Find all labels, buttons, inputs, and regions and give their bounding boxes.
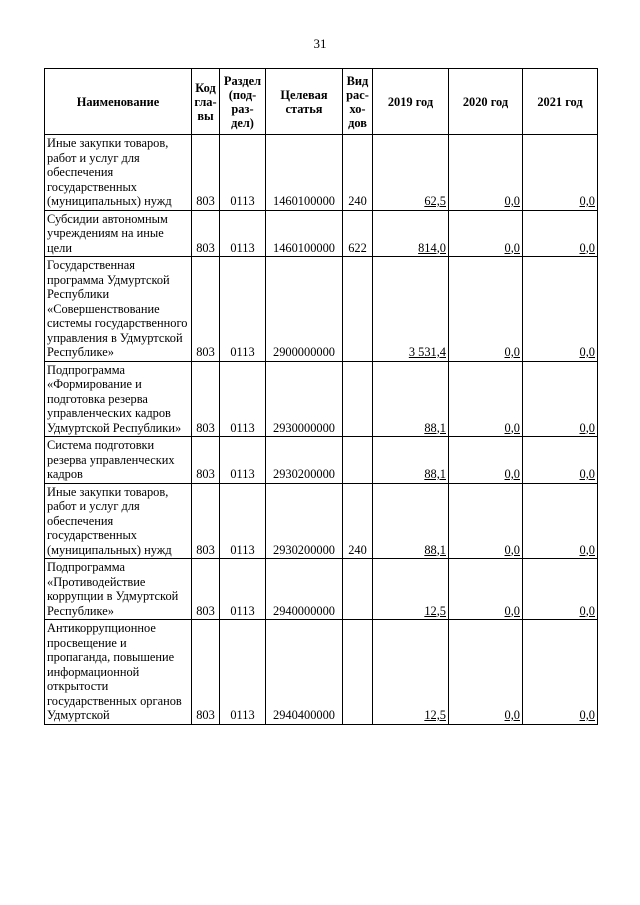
row-2019: 12,5 [373, 620, 449, 725]
row-2021: 0,0 [523, 437, 598, 484]
table-header-row [45, 69, 598, 135]
row-2019: 12,5 [373, 559, 449, 620]
row-2019: 62,5 [373, 135, 449, 211]
table-row [45, 559, 598, 620]
row-name: Субсидии автономным учреждениям на иные цели [45, 210, 192, 257]
row-vid [343, 620, 373, 725]
row-razdel: 0113 [220, 361, 266, 437]
header-2019: 2019 год [373, 69, 449, 135]
row-2019: 3 531,4 [373, 257, 449, 362]
row-glava: 803 [192, 210, 220, 257]
row-razdel: 0113 [220, 210, 266, 257]
page-number: 31 [313, 36, 327, 51]
row-razdel: 0113 [220, 437, 266, 484]
header-name: Наименование [45, 69, 192, 135]
row-glava: 803 [192, 437, 220, 484]
row-name: Иные закупки товаров, работ и услуг для обеспечения государственных (муниципальных) нужд [45, 483, 192, 559]
header-glava: Код гла-вы [192, 69, 220, 135]
row-razdel: 0113 [220, 257, 266, 362]
row-2020: 0,0 [449, 559, 523, 620]
row-2021: 0,0 [523, 559, 598, 620]
row-2021: 0,0 [523, 135, 598, 211]
row-2021: 0,0 [523, 483, 598, 559]
row-vid [343, 437, 373, 484]
budget-table [44, 68, 598, 725]
row-statya: 1460100000 [266, 210, 343, 257]
row-2021: 0,0 [523, 361, 598, 437]
row-2020: 0,0 [449, 210, 523, 257]
row-name: Иные закупки товаров, работ и услуг для обеспечения государственных (муниципальных) нужд [45, 135, 192, 211]
row-statya: 2940400000 [266, 620, 343, 725]
row-statya: 1460100000 [266, 135, 343, 211]
row-2019: 88,1 [373, 437, 449, 484]
row-2021: 0,0 [523, 210, 598, 257]
row-name: Подпрограмма «Противодействие коррупции в Удмуртской Республике» [45, 559, 192, 620]
header-statya: Целевая статья [266, 69, 343, 135]
row-statya: 2930000000 [266, 361, 343, 437]
row-statya: 2930200000 [266, 483, 343, 559]
row-name: Государственная программа Удмуртской Республики «Совершенствование системы государственного управления в Удмуртской Республике» [45, 257, 192, 362]
row-2019: 88,1 [373, 361, 449, 437]
row-glava: 803 [192, 559, 220, 620]
row-name: Система подготовки резерва управленческих кадров [45, 437, 192, 484]
row-razdel: 0113 [220, 483, 266, 559]
row-2020: 0,0 [449, 361, 523, 437]
row-glava: 803 [192, 257, 220, 362]
row-2020: 0,0 [449, 135, 523, 211]
row-vid [343, 257, 373, 362]
row-statya: 2900000000 [266, 257, 343, 362]
row-2020: 0,0 [449, 483, 523, 559]
header-2020: 2020 год [449, 69, 523, 135]
table-row [45, 483, 598, 559]
row-vid [343, 559, 373, 620]
table-row [45, 257, 598, 362]
row-2019: 88,1 [373, 483, 449, 559]
row-vid: 622 [343, 210, 373, 257]
row-vid: 240 [343, 135, 373, 211]
row-name: Подпрограмма «Формирование и подготовка резерва управленческих кадров Удмуртской Республики» [45, 361, 192, 437]
row-vid: 240 [343, 483, 373, 559]
row-2021: 0,0 [523, 257, 598, 362]
header-2021: 2021 год [523, 69, 598, 135]
row-2020: 0,0 [449, 437, 523, 484]
header-razdel: Раздел (под-раз-дел) [220, 69, 266, 135]
row-glava: 803 [192, 135, 220, 211]
row-2020: 0,0 [449, 257, 523, 362]
row-razdel: 0113 [220, 620, 266, 725]
row-glava: 803 [192, 483, 220, 559]
row-2019: 814,0 [373, 210, 449, 257]
row-2021: 0,0 [523, 620, 598, 725]
row-razdel: 0113 [220, 559, 266, 620]
row-statya: 2930200000 [266, 437, 343, 484]
row-name: Антикоррупционное просвещение и пропаганда, повышение информационной открытости государственных органов Удмуртской [45, 620, 192, 725]
row-glava: 803 [192, 620, 220, 725]
row-razdel: 0113 [220, 135, 266, 211]
row-vid [343, 361, 373, 437]
table-row [45, 361, 598, 437]
table-row [45, 620, 598, 725]
header-vid: Вид рас-хо-дов [343, 69, 373, 135]
table-row [45, 135, 598, 211]
row-glava: 803 [192, 361, 220, 437]
row-2020: 0,0 [449, 620, 523, 725]
table-row [45, 437, 598, 484]
table-row [45, 210, 598, 257]
row-statya: 2940000000 [266, 559, 343, 620]
